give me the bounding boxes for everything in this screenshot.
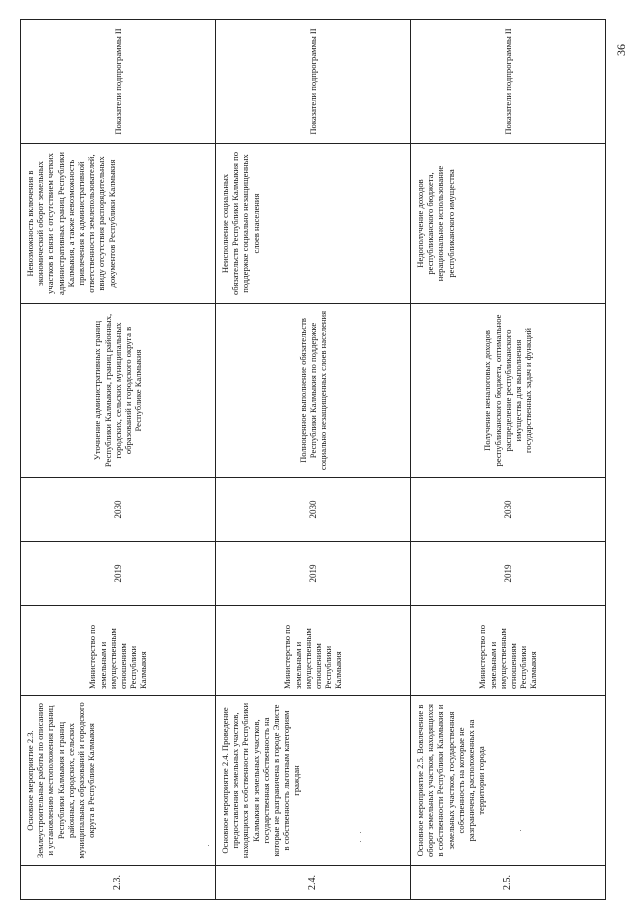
end-year: 2030 xyxy=(21,478,216,542)
non-implementation-consequences: Невозможность включения в экономический оборот земельных участков в связи с отсутствием четких административных границ Республики Калмыкия, а также невозможность привлечения к административной ответственности землепользователей, ввиду отсутствия распорядительных документов Республики Калмыкия xyxy=(21,144,216,304)
measure-name: Основное мероприятие 2.5. Вовлечение в оборот земельных участков, находящихся в собственности Республики Калмыкия и земельных участков, государственная собственность на которые не разграничена, расположенных на территории города xyxy=(411,696,606,866)
start-year: 2019 xyxy=(21,542,216,606)
start-year: 2019 xyxy=(216,542,411,606)
non-implementation-consequences: Неисполнение социальных обязательств Республики Калмыкия по поддержке социально незащищенных слоев населения xyxy=(216,144,411,304)
document-table-wrapper xyxy=(20,20,605,900)
page-number: 36 xyxy=(614,44,628,56)
end-year: 2030 xyxy=(216,478,411,542)
row-number: 2.4. xyxy=(216,866,411,900)
expected-result: Получение неналоговых доходов республиканского бюджета, оптимальное распределение республиканского имущества для выполнения государственных задач и функций xyxy=(411,304,606,478)
related-indicators: Показатели подпрограммы II xyxy=(411,20,606,144)
responsible-executor: Министерство по земельным и имущественным отношениям Республики Калмыкия xyxy=(411,606,606,696)
related-indicators: Показатели подпрограммы II xyxy=(21,20,216,144)
responsible-executor: Министерство по земельным и имущественным отношениям Республики Калмыкия xyxy=(216,606,411,696)
table-row xyxy=(216,20,411,900)
end-year: 2030 xyxy=(411,478,606,542)
expected-result: Полноценное выполнение обязательств Республики Калмыкия по поддержке социально незащищенных слоев населения xyxy=(216,304,411,478)
row-number: 2.5. xyxy=(411,866,606,900)
row-number: 2.3. xyxy=(21,866,216,900)
responsible-executor: Министерство по земельным и имущественным отношениям Республики Калмыкия xyxy=(21,606,216,696)
non-implementation-consequences: Недополучение доходов республиканского бюджета, нерациональное использование республиканского имущества xyxy=(411,144,606,304)
table-row xyxy=(411,20,606,900)
measure-name: Основное мероприятие 2.3. Землеустроительные работы по описанию и установлению местоположения границ Республики Калмыкия и границ районных, городских, сельских муниципальных образований и городского округа в Республике Калмыкия xyxy=(21,696,216,866)
measures-table xyxy=(20,19,606,900)
related-indicators: Показатели подпрограммы II xyxy=(216,20,411,144)
table-row xyxy=(21,20,216,900)
expected-result: Уточнение административных границ Республики Калмыкия, границ районных, городских, сельских муниципальных образований и городского округа в Республике Калмыкия xyxy=(21,304,216,478)
start-year: 2019 xyxy=(411,542,606,606)
measure-name: Основное мероприятие 2.4. Проведение предоставления земельных участков, находящихся в собственности Республики Калмыкия и земельных участков, государственная собственность на которые не разграничена в городе Элисте в собственность льготным категориям граждан xyxy=(216,696,411,866)
